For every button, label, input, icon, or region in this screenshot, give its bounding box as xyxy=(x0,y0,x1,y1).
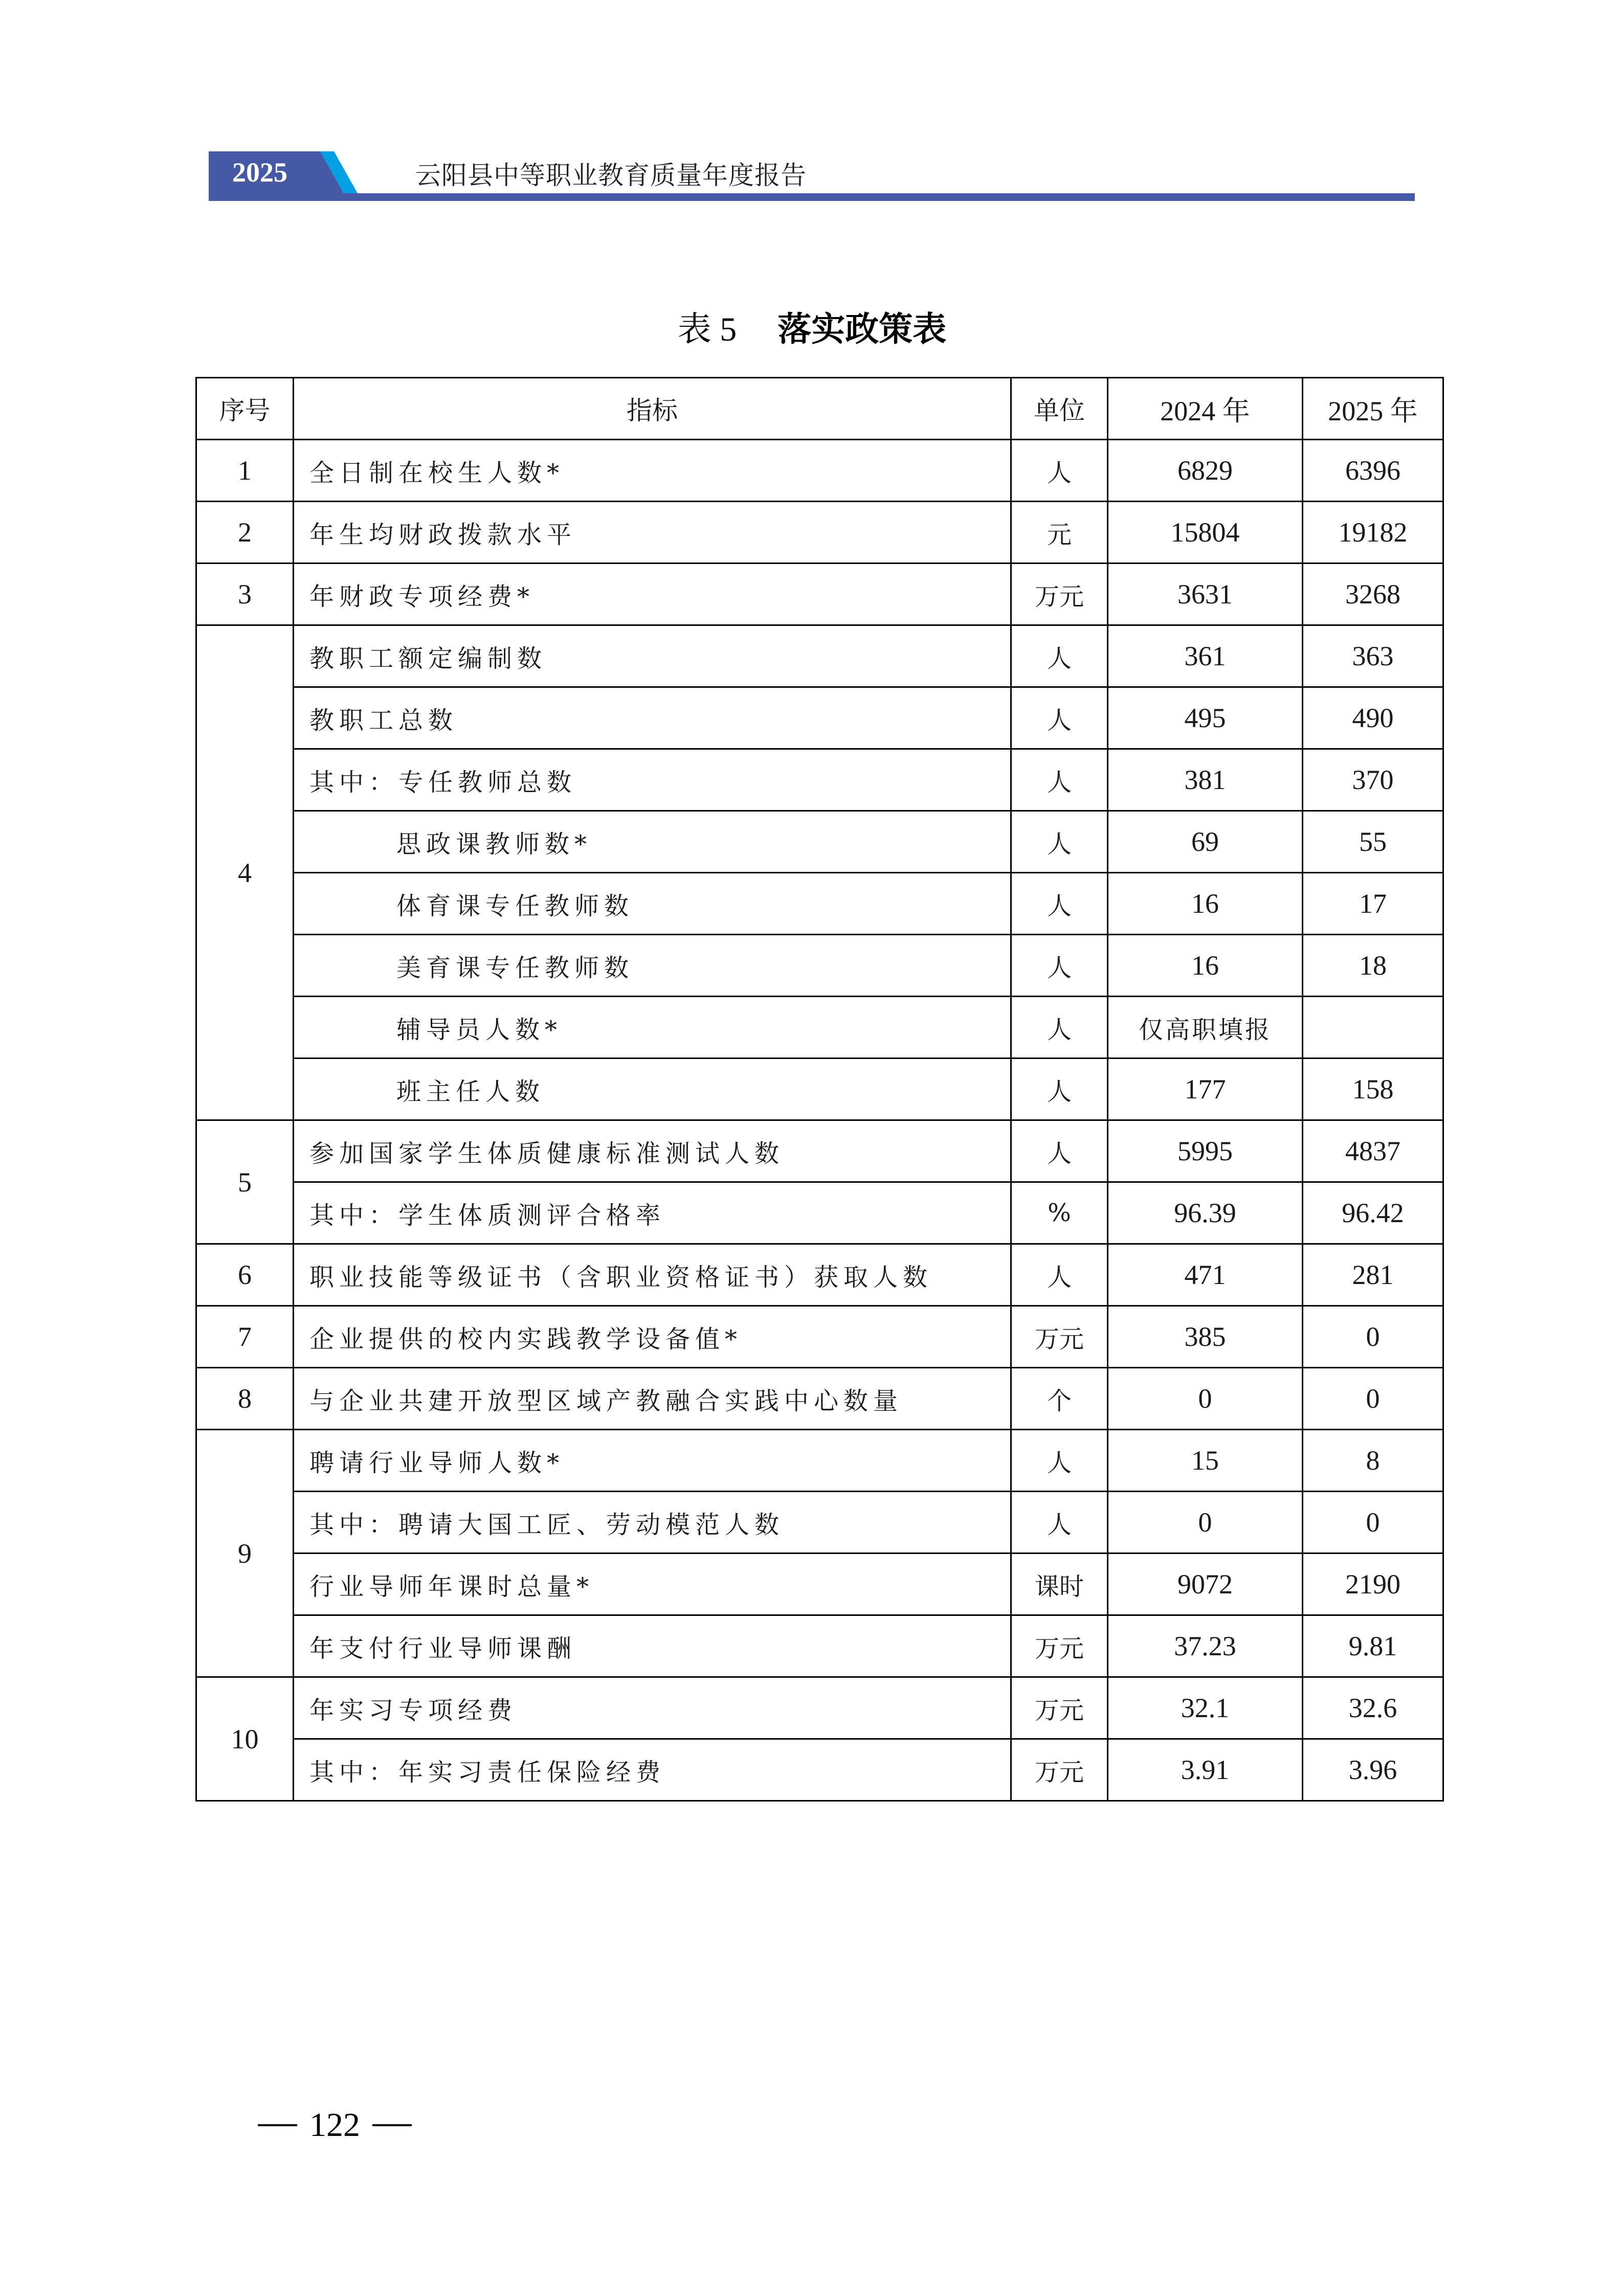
indicator-cell: 年生均财政拨款水平 xyxy=(294,502,1011,564)
value-2025-cell: 17 xyxy=(1303,873,1443,935)
value-2025-cell: 0 xyxy=(1303,1368,1443,1430)
value-2024-cell: 361 xyxy=(1108,625,1303,687)
value-2025-cell: 3268 xyxy=(1303,564,1443,625)
value-2025-cell: 6396 xyxy=(1303,440,1443,502)
table-row xyxy=(196,1430,1443,1492)
unit-cell: 人 xyxy=(1011,935,1108,997)
table-row xyxy=(196,873,1443,935)
value-2024-cell: 16 xyxy=(1108,873,1303,935)
table-row xyxy=(196,440,1443,502)
value-2025-cell: 370 xyxy=(1303,749,1443,811)
value-2025-cell: 96.42 xyxy=(1303,1182,1443,1244)
table-row xyxy=(196,625,1443,687)
row-index-cell: 9 xyxy=(196,1430,294,1677)
indicator-cell: 其中：聘请大国工匠、劳动模范人数 xyxy=(294,1492,1011,1554)
value-2025-cell: 4837 xyxy=(1303,1120,1443,1182)
unit-cell: 人 xyxy=(1011,1244,1108,1306)
unit-cell: 万元 xyxy=(1011,1306,1108,1368)
indicator-cell: 行业导师年课时总量* xyxy=(294,1554,1011,1615)
table-title: 落实政策表 xyxy=(777,309,947,349)
column-header-index: 序号 xyxy=(196,378,294,440)
table-row xyxy=(196,1244,1443,1306)
report-title: 云阳县中等职业教育质量年度报告 xyxy=(415,161,807,190)
page-number xyxy=(246,2106,424,2145)
indicator-cell: 全日制在校生人数* xyxy=(294,440,1011,502)
value-2025-cell: 281 xyxy=(1303,1244,1443,1306)
header-rule-bar xyxy=(209,193,1415,201)
column-header-2025: 2025 年 xyxy=(1303,378,1443,440)
column-header-indicator: 指标 xyxy=(294,378,1011,440)
table-row xyxy=(196,1615,1443,1677)
policy-table xyxy=(195,377,1444,1802)
value-2024-cell: 仅高职填报 xyxy=(1108,997,1303,1059)
unit-cell: 人 xyxy=(1011,811,1108,873)
indicator-cell: 职业技能等级证书（含职业资格证书）获取人数 xyxy=(294,1244,1011,1306)
indicator-cell: 思政课教师数* xyxy=(294,811,1011,873)
row-index-cell: 8 xyxy=(196,1368,294,1430)
value-2024-cell: 9072 xyxy=(1108,1554,1303,1615)
unit-cell: 人 xyxy=(1011,1492,1108,1554)
indicator-cell: 年支付行业导师课酬 xyxy=(294,1615,1011,1677)
row-index-cell: 10 xyxy=(196,1677,294,1801)
page-number-right-dash xyxy=(372,2124,412,2126)
value-2024-cell: 0 xyxy=(1108,1368,1303,1430)
unit-cell: 万元 xyxy=(1011,1615,1108,1677)
column-header-unit: 单位 xyxy=(1011,378,1108,440)
unit-cell: 元 xyxy=(1011,502,1108,564)
value-2025-cell: 490 xyxy=(1303,687,1443,749)
indicator-cell: 与企业共建开放型区域产教融合实践中心数量 xyxy=(294,1368,1011,1430)
indicator-cell: 辅导员人数* xyxy=(294,997,1011,1059)
value-2025-cell: 2190 xyxy=(1303,1554,1443,1615)
value-2025-cell: 8 xyxy=(1303,1430,1443,1492)
unit-cell: 人 xyxy=(1011,997,1108,1059)
table-row xyxy=(196,1182,1443,1244)
indicator-cell: 其中：学生体质测评合格率 xyxy=(294,1182,1011,1244)
table-row xyxy=(196,749,1443,811)
value-2024-cell: 495 xyxy=(1108,687,1303,749)
table-body xyxy=(196,440,1443,1801)
row-index-cell: 3 xyxy=(196,564,294,625)
table-row xyxy=(196,1306,1443,1368)
table-row xyxy=(196,1554,1443,1615)
row-index-cell: 5 xyxy=(196,1120,294,1244)
value-2024-cell: 471 xyxy=(1108,1244,1303,1306)
table-row xyxy=(196,1739,1443,1801)
value-2024-cell: 177 xyxy=(1108,1059,1303,1120)
table-row xyxy=(196,502,1443,564)
value-2024-cell: 6829 xyxy=(1108,440,1303,502)
value-2025-cell: 0 xyxy=(1303,1306,1443,1368)
indicator-cell: 年财政专项经费* xyxy=(294,564,1011,625)
unit-cell: 人 xyxy=(1011,749,1108,811)
unit-cell: 个 xyxy=(1011,1368,1108,1430)
unit-cell: 人 xyxy=(1011,440,1108,502)
value-2025-cell: 9.81 xyxy=(1303,1615,1443,1677)
table-number: 表 5 xyxy=(677,311,737,348)
value-2024-cell: 385 xyxy=(1108,1306,1303,1368)
header-year: 2025 xyxy=(232,157,287,188)
unit-cell: 人 xyxy=(1011,625,1108,687)
row-index-cell: 1 xyxy=(196,440,294,502)
indicator-cell: 其中：专任教师总数 xyxy=(294,749,1011,811)
unit-cell: 万元 xyxy=(1011,1739,1108,1801)
value-2025-cell: 158 xyxy=(1303,1059,1443,1120)
unit-cell: 人 xyxy=(1011,687,1108,749)
value-2025-cell: 0 xyxy=(1303,1492,1443,1554)
unit-cell: % xyxy=(1011,1182,1108,1244)
table-row xyxy=(196,564,1443,625)
report-header-band xyxy=(209,151,1415,201)
value-2025-cell: 363 xyxy=(1303,625,1443,687)
value-2024-cell: 37.23 xyxy=(1108,1615,1303,1677)
value-2024-cell: 5995 xyxy=(1108,1120,1303,1182)
indicator-cell: 体育课专任教师数 xyxy=(294,873,1011,935)
table-row xyxy=(196,1368,1443,1430)
indicator-cell: 参加国家学生体质健康标准测试人数 xyxy=(294,1120,1011,1182)
value-2025-cell: 3.96 xyxy=(1303,1739,1443,1801)
indicator-cell: 聘请行业导师人数* xyxy=(294,1430,1011,1492)
unit-cell: 课时 xyxy=(1011,1554,1108,1615)
indicator-cell: 教职工总数 xyxy=(294,687,1011,749)
row-index-cell: 2 xyxy=(196,502,294,564)
indicator-cell: 美育课专任教师数 xyxy=(294,935,1011,997)
value-2025-cell: 19182 xyxy=(1303,502,1443,564)
column-header-2024: 2024 年 xyxy=(1108,378,1303,440)
value-2024-cell: 15 xyxy=(1108,1430,1303,1492)
value-2024-cell: 3.91 xyxy=(1108,1739,1303,1801)
unit-cell: 人 xyxy=(1011,1430,1108,1492)
indicator-cell: 其中：年实习责任保险经费 xyxy=(294,1739,1011,1801)
page-number-value: 122 xyxy=(309,2106,360,2144)
value-2024-cell: 96.39 xyxy=(1108,1182,1303,1244)
value-2024-cell: 69 xyxy=(1108,811,1303,873)
value-2024-cell: 32.1 xyxy=(1108,1677,1303,1739)
value-2024-cell: 0 xyxy=(1108,1492,1303,1554)
unit-cell: 万元 xyxy=(1011,564,1108,625)
value-2024-cell: 15804 xyxy=(1108,502,1303,564)
row-index-cell: 4 xyxy=(196,625,294,1120)
table-row xyxy=(196,687,1443,749)
page-number-left-dash xyxy=(258,2124,297,2126)
table-row xyxy=(196,1492,1443,1554)
unit-cell: 人 xyxy=(1011,873,1108,935)
table-row xyxy=(196,1677,1443,1739)
indicator-cell: 年实习专项经费 xyxy=(294,1677,1011,1739)
table-row xyxy=(196,811,1443,873)
table-row xyxy=(196,935,1443,997)
table-row xyxy=(196,1059,1443,1120)
value-2024-cell: 3631 xyxy=(1108,564,1303,625)
row-index-cell: 7 xyxy=(196,1306,294,1368)
value-2025-cell xyxy=(1303,997,1443,1059)
table-header-row xyxy=(196,378,1443,440)
table-caption xyxy=(0,302,1624,350)
row-index-cell: 6 xyxy=(196,1244,294,1306)
unit-cell: 万元 xyxy=(1011,1677,1108,1739)
value-2025-cell: 32.6 xyxy=(1303,1677,1443,1739)
table-row xyxy=(196,997,1443,1059)
unit-cell: 人 xyxy=(1011,1120,1108,1182)
indicator-cell: 班主任人数 xyxy=(294,1059,1011,1120)
indicator-cell: 企业提供的校内实践教学设备值* xyxy=(294,1306,1011,1368)
unit-cell: 人 xyxy=(1011,1059,1108,1120)
value-2025-cell: 55 xyxy=(1303,811,1443,873)
value-2024-cell: 381 xyxy=(1108,749,1303,811)
table-row xyxy=(196,1120,1443,1182)
value-2025-cell: 18 xyxy=(1303,935,1443,997)
header-band-graphic xyxy=(209,151,1415,201)
indicator-cell: 教职工额定编制数 xyxy=(294,625,1011,687)
value-2024-cell: 16 xyxy=(1108,935,1303,997)
